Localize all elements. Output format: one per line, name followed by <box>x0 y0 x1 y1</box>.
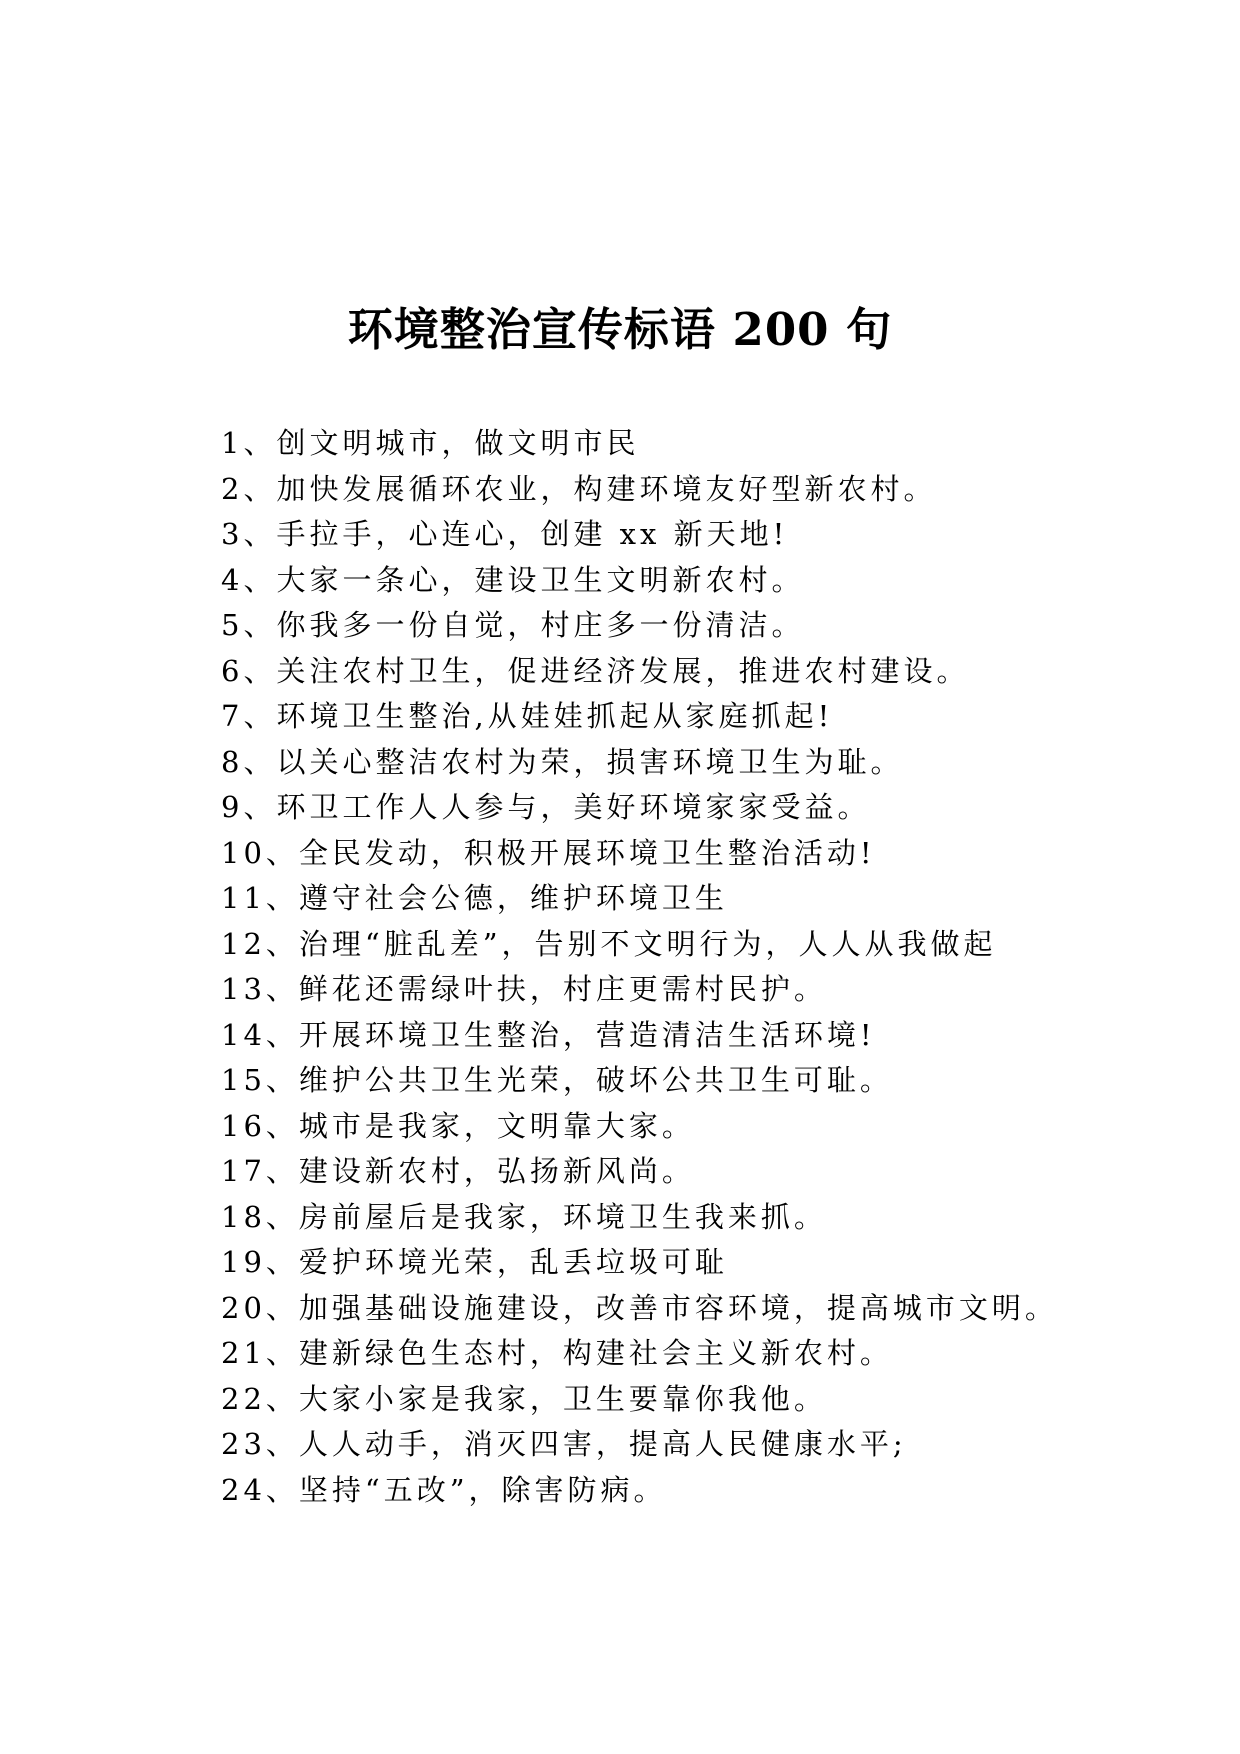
slogan-item: 18、房前屋后是我家，环境卫生我来抓。 <box>221 1199 827 1234</box>
slogan-item: 22、大家小家是我家，卫生要靠你我他。 <box>221 1381 827 1416</box>
slogan-item: 11、遵守社会公德，维护环境卫生 <box>221 881 728 915</box>
slogan-item: 3、手拉手，心连心，创建 xx 新天地! <box>221 517 789 551</box>
slogan-item: 2、加快发展循环农业，构建环境友好型新农村。 <box>221 471 937 506</box>
slogan-item: 17、建设新农村，弘扬新风尚。 <box>221 1154 695 1188</box>
slogan-item: 24、坚持“五改”，除害防病。 <box>221 1472 667 1507</box>
slogan-item: 8、以关心整洁农村为荣，损害环境卫生为耻。 <box>221 744 904 779</box>
slogan-item: 6、关注农村卫生，促进经济发展，推进农村建设。 <box>221 653 970 688</box>
slogan-item: 9、环卫工作人人参与，美好环境家家受益。 <box>221 790 871 824</box>
slogan-item: 15、维护公共卫生光荣，破坏公共卫生可耻。 <box>221 1063 893 1097</box>
slogan-item: 14、开展环境卫生整治，营造清洁生活环境! <box>221 1017 876 1052</box>
slogan-item: 13、鲜花还需绿叶扶，村庄更需村民护。 <box>221 972 827 1006</box>
slogan-item: 1、创文明城市，做文明市民 <box>221 426 640 460</box>
slogan-item: 4、大家一条心，建设卫生文明新农村。 <box>221 562 805 597</box>
slogan-item: 20、加强基础设施建设，改善市容环境，提高城市文明。 <box>221 1290 1058 1325</box>
slogan-item: 23、人人动手，消灭四害，提高人民健康水平; <box>221 1427 907 1461</box>
slogan-item: 21、建新绿色生态村，构建社会主义新农村。 <box>221 1336 893 1370</box>
slogan-item: 7、环境卫生整治,从娃娃抓起从家庭抓起! <box>221 699 834 733</box>
slogan-item: 10、全民发动，积极开展环境卫生整治活动! <box>221 835 876 870</box>
slogan-item: 16、城市是我家，文明靠大家。 <box>221 1108 695 1143</box>
slogan-item: 19、爱护环境光荣，乱丢垃圾可耻 <box>221 1245 728 1279</box>
slogan-list <box>221 421 1211 1513</box>
slogan-item: 5、你我多一份自觉，村庄多一份清洁。 <box>221 608 805 642</box>
slogan-item: 12、治理“脏乱差”，告别不文明行为，人人从我做起 <box>221 926 997 961</box>
document-title: 环境整治宣传标语 200 句 <box>347 303 893 356</box>
